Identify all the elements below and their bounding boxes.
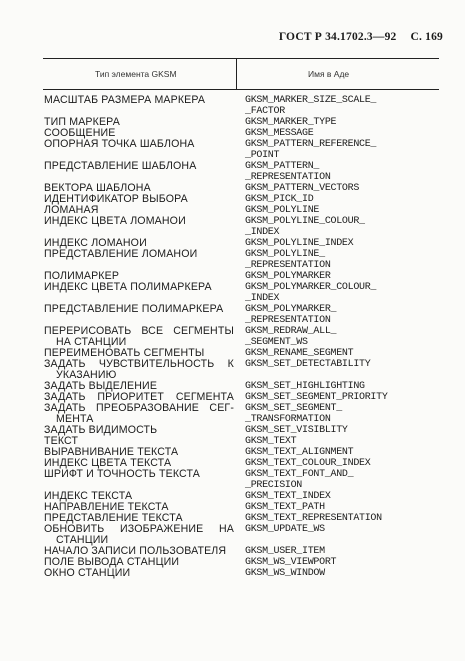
ada-name-cell <box>245 491 445 502</box>
element-type-cell <box>44 524 234 546</box>
ada-name-text: GKSM_MARKER_TYPE <box>245 117 337 128</box>
element-type-cell <box>44 95 234 106</box>
element-type-text: ВЫРАВНИВАНИЕ ТЕКСТА <box>44 447 179 458</box>
ada-name-text: GKSM_SET_DETECTABILITY <box>245 359 371 370</box>
element-type-text: ИНДЕКС ТЕКСТА <box>44 491 133 502</box>
element-type-cell <box>44 194 234 205</box>
element-type-text: ПОЛЕ ВЫВОДА СТАНЦИИ <box>44 557 180 568</box>
element-type-cell <box>44 447 234 458</box>
element-type-text: НАПРАВЛЕНИЕ ТЕКСТА <box>44 502 169 513</box>
element-type-cell <box>44 436 234 447</box>
element-type-cell <box>44 502 234 513</box>
element-type-text: ТЕКСТ <box>44 436 79 447</box>
ada-name-cell <box>245 117 445 128</box>
element-type-text: ПРЕДСТАВЛЕНИЕ ШАБЛОНА <box>44 161 197 172</box>
ada-name-cell <box>245 403 445 425</box>
ada-name-text: GKSM_TEXT_ALIGNMENT <box>245 447 354 458</box>
element-type-cell <box>44 546 234 557</box>
element-type-text: МАСШТАБ РАЗМЕРА МАРКЕРА <box>44 95 206 106</box>
ada-name-cell <box>245 392 445 403</box>
ada-name-cell <box>245 381 445 392</box>
element-type-text: ПРЕДСТАВЛЕНИЕ ТЕКСТА <box>44 513 183 524</box>
ada-name-text: GKSM_POLYLINE_COLOUR_ <box>245 216 365 227</box>
element-type-cell <box>44 403 234 425</box>
ada-name-text: GKSM_WS_WINDOW <box>245 568 325 579</box>
element-type-cell <box>44 568 234 579</box>
ada-name-cell <box>245 326 445 348</box>
element-type-text: ИНДЕКС ЦВЕТА ЛОМАНОЙ <box>44 216 186 227</box>
element-type-text: ВЕКТОРА ШАБЛОНА <box>44 183 151 194</box>
standard-number: ГОСТ Р 34.1702.3—92 <box>278 31 397 43</box>
ada-name-text: GKSM_POLYLINE <box>245 205 320 216</box>
ada-name-text: GKSM_SET_SEGMENT_ <box>245 403 342 414</box>
ada-name-text: GKSM_POLYMARKER_ <box>245 304 337 315</box>
element-type-text: ПЕРЕИМЕНОВАТЬ СЕГМЕНТЫ <box>44 348 205 359</box>
ada-name-text: _FACTOR <box>245 106 285 117</box>
ada-name-cell <box>245 249 445 271</box>
ada-name-text: GKSM_MARKER_SIZE_SCALE_ <box>245 95 377 106</box>
ada-name-text: GKSM_POLYMARKER <box>245 271 331 282</box>
element-type-cell <box>44 513 234 524</box>
column-header-element-type: Тип элемента GKSM <box>95 69 177 79</box>
element-type-text: НАЧАЛО ЗАПИСИ ПОЛЬЗОВАТЕЛЯ <box>44 546 227 557</box>
element-type-cell <box>44 271 234 282</box>
ada-name-cell <box>245 161 445 183</box>
ada-name-text: _TRANSFORMATION <box>245 414 331 425</box>
element-type-text: ПРЕДСТАВЛЕНИЕ ЛОМАНОЙ <box>44 249 198 260</box>
element-type-text: ИНДЕКС ЛОМАНОЙ <box>44 238 147 249</box>
element-type-cell <box>44 282 234 293</box>
element-type-cell <box>44 381 234 392</box>
ada-name-text: GKSM_REDRAW_ALL_ <box>245 326 337 337</box>
ada-name-cell <box>245 425 445 436</box>
element-type-text: ОПОРНАЯ ТОЧКА ШАБЛОНА <box>44 139 195 150</box>
page-number: С. 169 <box>410 31 443 43</box>
element-type-text: ЗАДАТЬ ПРИОРИТЕТ СЕГМЕНТА <box>44 392 234 403</box>
ada-name-cell <box>245 128 445 139</box>
ada-name-cell <box>245 348 445 359</box>
ada-name-text: _INDEX <box>245 293 280 304</box>
table-header-rule <box>43 89 439 90</box>
element-type-cell <box>44 491 234 502</box>
element-type-cell <box>44 238 234 249</box>
ada-name-cell <box>245 568 445 579</box>
ada-name-cell <box>245 216 445 238</box>
ada-name-cell <box>245 447 445 458</box>
element-type-cell <box>44 216 234 227</box>
ada-name-text: GKSM_TEXT_PATH <box>245 502 325 513</box>
element-type-cell <box>44 425 234 436</box>
element-type-cell <box>44 117 234 128</box>
element-type-text: НА СТАНЦИИ <box>56 337 127 348</box>
ada-name-cell <box>245 469 445 491</box>
element-type-text: ИНДЕКС ЦВЕТА ПОЛИМАРКЕРА <box>44 282 212 293</box>
element-type-cell <box>44 161 234 172</box>
element-type-cell <box>44 183 234 194</box>
ada-name-cell <box>245 513 445 524</box>
ada-name-text: _POINT <box>245 150 280 161</box>
element-type-cell <box>44 557 234 568</box>
ada-name-text: GKSM_POLYMARKER_COLOUR_ <box>245 282 377 293</box>
table-column-divider <box>236 58 237 90</box>
ada-name-text: GKSM_WS_VIEWPORT <box>245 557 337 568</box>
element-type-cell <box>44 139 234 150</box>
element-type-text: ЗАДАТЬ ЧУВСТВИТЕЛЬНОСТЬ К <box>44 359 234 370</box>
element-type-text: ЛОМАНАЯ <box>44 205 99 216</box>
ada-name-text: _REPRESENTATION <box>245 260 331 271</box>
ada-name-cell <box>245 194 445 205</box>
ada-name-text: GKSM_POLYLINE_ <box>245 249 325 260</box>
element-type-text: ПОЛИМАРКЕР <box>44 271 120 282</box>
ada-name-text: GKSM_PATTERN_VECTORS <box>245 183 360 194</box>
ada-name-cell <box>245 183 445 194</box>
element-type-text: МЕНТА <box>56 414 94 425</box>
element-type-cell <box>44 304 234 315</box>
element-type-text: ИНДЕКС ЦВЕТА ТЕКСТА <box>44 458 172 469</box>
ada-name-text: GKSM_SET_SEGMENT_PRIORITY <box>245 392 388 403</box>
element-type-text: ИДЕНТИФИКАТОР ВЫБОРА <box>44 194 188 205</box>
element-type-text: ТИП МАРКЕРА <box>44 117 120 128</box>
ada-name-cell <box>245 546 445 557</box>
ada-name-cell <box>245 238 445 249</box>
ada-name-cell <box>245 205 445 216</box>
ada-name-text: GKSM_TEXT <box>245 436 297 447</box>
ada-name-cell <box>245 557 445 568</box>
ada-name-cell <box>245 304 445 326</box>
element-type-cell <box>44 469 234 480</box>
element-type-cell <box>44 128 234 139</box>
ada-name-text: GKSM_SET_VISIBLITY <box>245 425 348 436</box>
page-header <box>279 31 443 43</box>
ada-name-text: _INDEX <box>245 227 280 238</box>
ada-name-text: GKSM_PATTERN_ <box>245 161 320 172</box>
element-type-text: ЗАДАТЬ ПРЕОБРАЗОВАНИЕ СЕГ- <box>44 403 234 414</box>
element-type-text: УКАЗАНИЮ <box>56 370 117 381</box>
ada-name-cell <box>245 458 445 469</box>
column-header-ada-name: Имя в Аде <box>308 69 350 79</box>
ada-name-cell <box>245 436 445 447</box>
ada-name-cell <box>245 95 445 117</box>
ada-name-text: GKSM_TEXT_FONT_AND_ <box>245 469 354 480</box>
ada-name-cell <box>245 271 445 282</box>
ada-name-cell <box>245 502 445 513</box>
ada-name-cell <box>245 282 445 304</box>
element-type-text: ОБНОВИТЬ ИЗОБРАЖЕНИЕ НА <box>44 524 234 535</box>
element-type-text: ЗАДАТЬ ВЫДЕЛЕНИЕ <box>44 381 158 392</box>
ada-name-cell <box>245 139 445 161</box>
element-type-cell <box>44 392 234 403</box>
ada-name-text: GKSM_MESSAGE <box>245 128 314 139</box>
element-type-text: СТАНЦИИ <box>56 535 109 546</box>
element-type-text: ОКНО СТАНЦИИ <box>44 568 131 579</box>
ada-name-text: GKSM_TEXT_COLOUR_INDEX <box>245 458 371 469</box>
ada-name-text: GKSM_UPDATE_WS <box>245 524 325 535</box>
table-top-rule <box>43 58 439 59</box>
element-type-text: ЗАДАТЬ ВИДИМОСТЬ <box>44 425 158 436</box>
ada-name-text: GKSM_USER_ITEM <box>245 546 325 557</box>
ada-name-cell <box>245 359 445 370</box>
element-type-cell <box>44 359 234 381</box>
ada-name-text: GKSM_TEXT_INDEX <box>245 491 331 502</box>
element-type-text: ШРИФТ И ТОЧНОСТЬ ТЕКСТА <box>44 469 200 480</box>
ada-name-text: GKSM_PICK_ID <box>245 194 314 205</box>
ada-name-text: _REPRESENTATION <box>245 315 331 326</box>
ada-name-text: GKSM_TEXT_REPRESENTATION <box>245 513 382 524</box>
ada-name-text: _SEGMENT_WS <box>245 337 308 348</box>
ada-name-text: GKSM_POLYLINE_INDEX <box>245 238 354 249</box>
element-type-cell <box>44 326 234 348</box>
element-type-cell <box>44 205 234 216</box>
element-type-cell <box>44 458 234 469</box>
element-type-text: СООБЩЕНИЕ <box>44 128 116 139</box>
element-type-text: ПРЕДСТАВЛЕНИЕ ПОЛИМАРКЕРА <box>44 304 224 315</box>
ada-name-text: GKSM_PATTERN_REFERENCE_ <box>245 139 377 150</box>
ada-name-text: _PRECISION <box>245 480 303 491</box>
ada-name-text: GKSM_RENAME_SEGMENT <box>245 348 354 359</box>
ada-name-cell <box>245 524 445 535</box>
element-type-text: ПЕРЕРИСОВАТЬ ВСЕ СЕГМЕНТЫ <box>44 326 234 337</box>
element-type-cell <box>44 249 234 260</box>
element-type-cell <box>44 348 234 359</box>
ada-name-text: _REPRESENTATION <box>245 172 331 183</box>
ada-name-text: GKSM_SET_HIGHLIGHTING <box>245 381 365 392</box>
